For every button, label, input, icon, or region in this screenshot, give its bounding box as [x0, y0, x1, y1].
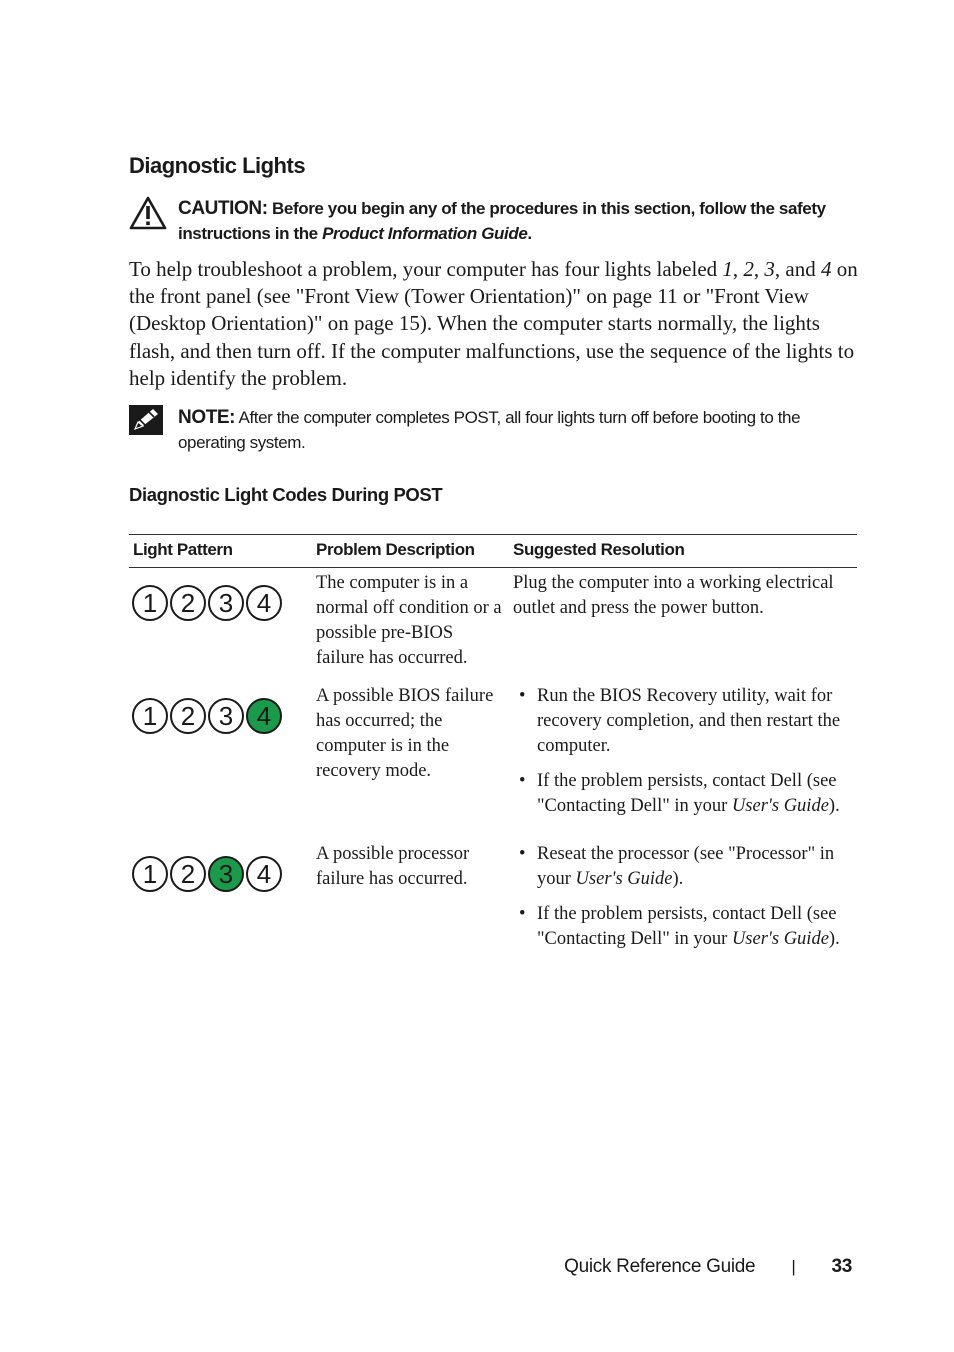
list-item [513, 902, 853, 952]
light-pattern [132, 842, 308, 892]
suggested-resolution: Plug the computer into a working electrical outlet and press the power button. [513, 573, 834, 618]
resolution-text-end: ). [672, 869, 684, 889]
light-pattern-cell [129, 568, 312, 682]
footer-separator: | [791, 1257, 796, 1276]
resolution-text-end: ). [828, 796, 840, 816]
resolution-text: Reseat the processor (see "Processor" in your [537, 844, 835, 889]
diagnostic-light-3: 3 [208, 585, 244, 621]
light-pattern-cell [129, 681, 312, 839]
caution-notice [129, 196, 859, 246]
diagnostic-light-2: 2 [170, 698, 206, 734]
footer-guide-name: Quick Reference Guide [564, 1256, 756, 1277]
intro-sep-3: , and [774, 257, 821, 281]
resolution-text: If the problem persists, contact Dell (see "Contacting Dell" in your [537, 904, 837, 949]
resolution-list [513, 842, 853, 952]
note-notice [129, 405, 859, 455]
resolution-list [513, 684, 853, 819]
guide-title: User's Guide [575, 869, 673, 889]
table-row [129, 568, 857, 682]
light-pattern-cell [129, 839, 312, 972]
diagnostic-light-1: 1 [132, 698, 168, 734]
caution-text [178, 196, 859, 246]
header-light-pattern: Light Pattern [129, 535, 312, 568]
table-header-row [129, 535, 857, 568]
table-row [129, 681, 857, 839]
page-number: 33 [831, 1256, 852, 1277]
intro-text-1: To help troubleshoot a problem, your computer has four lights labeled [129, 257, 723, 281]
light-pattern [132, 571, 308, 621]
diagnostic-light-4: 4 [246, 698, 282, 734]
intro-light-4: 4 [820, 257, 832, 281]
header-problem-description: Problem Description [312, 535, 509, 568]
pencil-note-icon [129, 405, 163, 435]
list-item [513, 684, 853, 759]
caution-triangle-icon [129, 196, 167, 230]
intro-paragraph [129, 256, 859, 392]
guide-title: User's Guide [731, 929, 829, 949]
page-footer [564, 1256, 852, 1278]
intro-light-2: 2 [743, 257, 754, 281]
suggested-resolution [509, 839, 857, 972]
resolution-text-end: ). [828, 929, 840, 949]
note-label: NOTE: [178, 407, 236, 428]
list-item [513, 842, 853, 892]
note-text [178, 405, 859, 455]
intro-light-1: 1 [722, 257, 733, 281]
diagnostic-light-2: 2 [170, 856, 206, 892]
intro-text-2: on the front panel (see "Front View (Tower Orientation)" on page 11 or "Front View (Desktop Orientation)" on page 15). When the computer starts normally, the lights flash, and then turn off. If the computer malfunctions, use the sequence of the lights to help identify the problem. [129, 257, 858, 390]
diagnostic-light-1: 1 [132, 585, 168, 621]
problem-description: The computer is in a normal off condition or a possible pre-BIOS failure has occurred. [316, 573, 502, 668]
guide-title: User's Guide [731, 796, 829, 816]
resolution-text: If the problem persists, contact Dell (see "Contacting Dell" in your [537, 771, 837, 816]
diagnostic-light-3: 3 [208, 856, 244, 892]
section-title: Diagnostic Lights [129, 153, 306, 178]
diagnostic-light-3: 3 [208, 698, 244, 734]
intro-sep-2: , [753, 257, 765, 281]
caution-guide-title: Product Information Guide [322, 224, 528, 243]
diagnostic-light-4: 4 [246, 585, 282, 621]
light-pattern [132, 684, 308, 734]
problem-description: A possible processor failure has occurred. [316, 844, 470, 889]
table-title: Diagnostic Light Codes During POST [129, 484, 443, 505]
intro-light-3: 3 [764, 257, 775, 281]
intro-sep-1: , [732, 257, 744, 281]
diagnostic-codes-table [129, 534, 857, 972]
diagnostic-light-4: 4 [246, 856, 282, 892]
list-item [513, 769, 853, 819]
diagnostic-light-2: 2 [170, 585, 206, 621]
header-suggested-resolution: Suggested Resolution [509, 535, 857, 568]
note-body: After the computer completes POST, all four lights turn off before booting to the operating system. [178, 408, 801, 452]
problem-description: A possible BIOS failure has occurred; the computer is in the recovery mode. [316, 686, 494, 781]
diagnostic-light-1: 1 [132, 856, 168, 892]
caution-body: Before you begin any of the procedures in this section, follow the safety instructions in the [178, 199, 826, 243]
caution-label: CAUTION: [178, 198, 268, 219]
resolution-text: Run the BIOS Recovery utility, wait for recovery completion, and then restart the computer. [537, 686, 841, 756]
table-row [129, 839, 857, 972]
caution-end: . [527, 224, 532, 243]
suggested-resolution [509, 681, 857, 839]
